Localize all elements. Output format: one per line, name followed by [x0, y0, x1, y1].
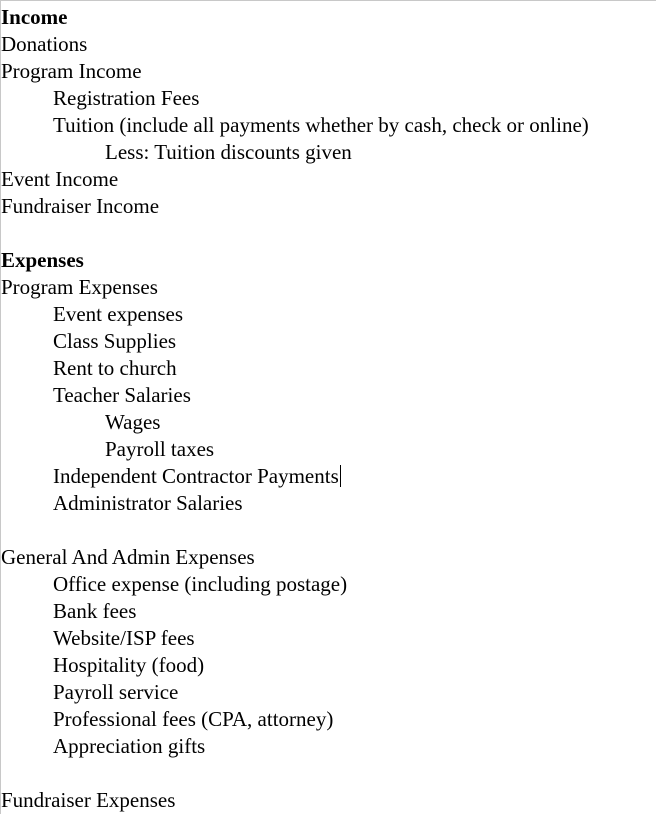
- line-tuition-discounts: Less: Tuition discounts given: [105, 140, 352, 164]
- line-registration-fees: Registration Fees: [53, 86, 200, 110]
- line-donations: Donations: [1, 32, 88, 56]
- line-independent-contractor: [1, 463, 589, 490]
- text-cursor: [340, 465, 341, 487]
- line-event-income: Event Income: [1, 167, 119, 191]
- blank-line: [1, 517, 589, 544]
- line-general-admin: General And Admin Expenses: [1, 545, 255, 569]
- document-body[interactable]: [1, 4, 589, 814]
- line-administrator-salaries: Administrator Salaries: [53, 491, 243, 515]
- line-office-expense: Office expense (including postage): [53, 572, 348, 596]
- line-payroll-taxes: Payroll taxes: [105, 437, 215, 461]
- line-wages: Wages: [105, 410, 161, 434]
- line-fundraiser-income: Fundraiser Income: [1, 194, 160, 218]
- line-fundraiser-expenses: Fundraiser Expenses: [1, 788, 176, 812]
- blank-line: [1, 220, 589, 247]
- line-appreciation-gifts: Appreciation gifts: [53, 734, 206, 758]
- line-website-isp: Website/ISP fees: [53, 626, 195, 650]
- line-bank-fees: Bank fees: [53, 599, 137, 623]
- line-program-income: Program Income: [1, 59, 142, 83]
- line-class-supplies: Class Supplies: [53, 329, 177, 353]
- line-tuition: Tuition (include all payments whether by cash, check or online): [53, 113, 589, 137]
- line-program-expenses: Program Expenses: [1, 275, 158, 299]
- line-professional-fees: Professional fees (CPA, attorney): [53, 707, 334, 731]
- line-event-expenses: Event expenses: [53, 302, 184, 326]
- income-heading: Income: [1, 5, 68, 29]
- blank-line: [1, 760, 589, 787]
- line-teacher-salaries: Teacher Salaries: [53, 383, 191, 407]
- expenses-heading: Expenses: [1, 248, 84, 272]
- line-rent-to-church: Rent to church: [53, 356, 177, 380]
- line-payroll-service: Payroll service: [53, 680, 179, 704]
- independent-contractor-text: Independent Contractor Payments: [53, 464, 339, 488]
- line-hospitality: Hospitality (food): [53, 653, 205, 677]
